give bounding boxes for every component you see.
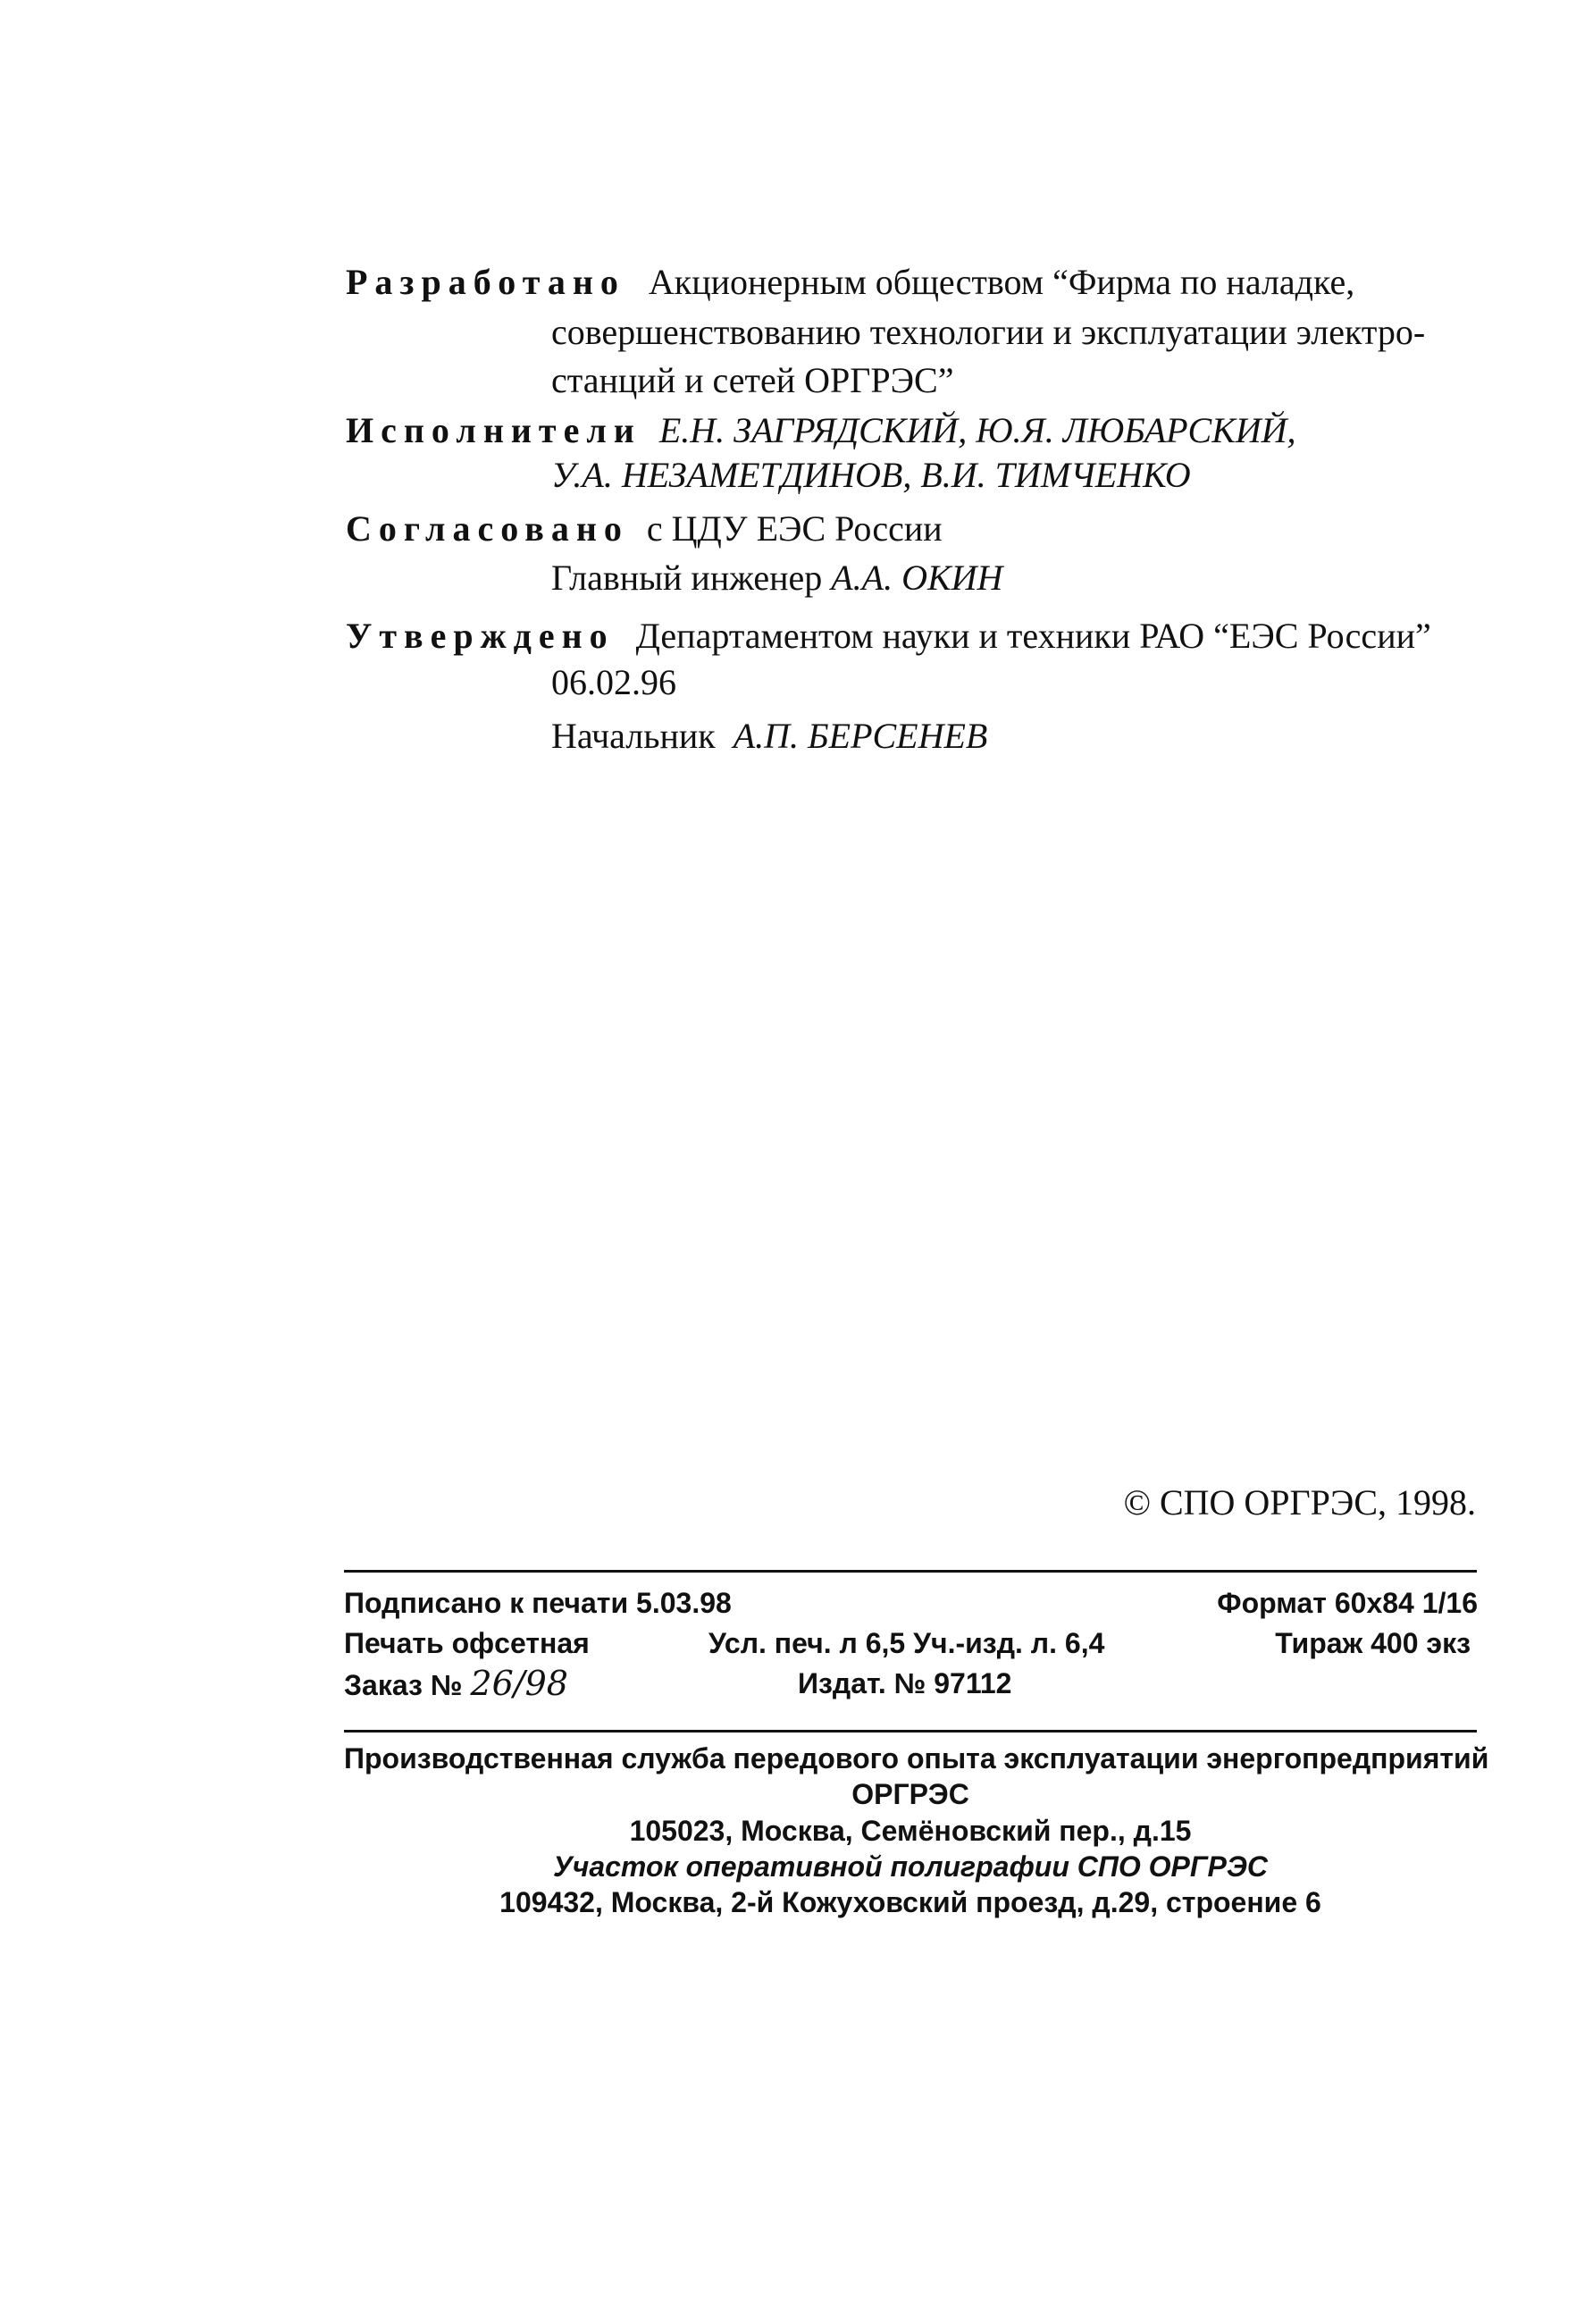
agreed-person: А.А. ОКИН bbox=[831, 558, 1003, 598]
publisher-address-2: 109432, Москва, 2-й Кожуховский проезд, д.29, строение 6 bbox=[499, 1886, 1321, 1918]
approved-line bbox=[346, 615, 1431, 657]
developed-label: Разработано bbox=[346, 262, 625, 302]
publisher-address-1: 105023, Москва, Семёновский пер., д.15 bbox=[629, 1815, 1192, 1847]
publisher-print-shop: Участок оперативной полиграфии СПО ОРГРЭС bbox=[553, 1850, 1268, 1883]
authors-label: Исполнители bbox=[346, 410, 641, 450]
developed-text-3: станций и сетей ОРГРЭС” bbox=[551, 360, 954, 400]
agreed-signer bbox=[551, 557, 1002, 599]
copyright: © СПО ОРГРЭС, 1998. bbox=[1123, 1482, 1476, 1523]
developed-line-1 bbox=[346, 261, 1354, 303]
order-label: Заказ № bbox=[344, 1669, 463, 1701]
authors-text-1: Е.Н. ЗАГРЯДСКИЙ, Ю.Я. ЛЮБАРСКИЙ, bbox=[658, 410, 1296, 450]
approved-org: Департаментом науки и техники РАО “ЕЭС России” bbox=[635, 616, 1431, 656]
authors-line-1 bbox=[346, 409, 1296, 451]
imprint-format: Формат 60х84 1/16 bbox=[1217, 1587, 1478, 1619]
approved-signer bbox=[551, 715, 987, 757]
order-number-handwritten: 26/98 bbox=[470, 1664, 568, 1703]
imprint-publ-number: Издат. № 97112 bbox=[798, 1667, 1012, 1699]
agreed-label: Согласовано bbox=[346, 508, 629, 549]
agreed-line bbox=[346, 508, 943, 550]
developed-text-2: совершенствованию технологии и эксплуатации электро- bbox=[551, 312, 1426, 352]
approved-position: Начальник bbox=[551, 716, 716, 756]
publisher-name-2: ОРГРЭС bbox=[851, 1778, 969, 1810]
agreed-position: Главный инженер bbox=[551, 558, 823, 598]
developed-text-1: Акционерным обществом “Фирма по наладке, bbox=[648, 262, 1355, 302]
publisher-name-1: Производственная служба передового опыта эксплуатации энергопредприятий bbox=[344, 1742, 1489, 1774]
approved-label: Утверждено bbox=[346, 616, 615, 656]
imprint-run: Тираж 400 экз bbox=[1275, 1627, 1471, 1659]
agreed-org: с ЦДУ ЕЭС России bbox=[646, 508, 943, 549]
approved-date: 06.02.96 bbox=[551, 662, 676, 702]
imprint-signed: Подписано к печати 5.03.98 bbox=[344, 1587, 732, 1619]
imprint-order bbox=[344, 1664, 568, 1703]
imprint-top-rule bbox=[344, 1570, 1477, 1573]
imprint-sheets: Усл. печ. л 6,5 Уч.-изд. л. 6,4 bbox=[708, 1627, 1105, 1659]
approved-person: А.П. БЕРСЕНЕВ bbox=[733, 716, 988, 756]
imprint-print-type: Печать офсетная bbox=[344, 1627, 590, 1659]
authors-text-2: У.А. НЕЗАМЕТДИНОВ, В.И. ТИМЧЕНКО bbox=[551, 455, 1191, 495]
imprint-bottom-rule bbox=[344, 1730, 1477, 1733]
